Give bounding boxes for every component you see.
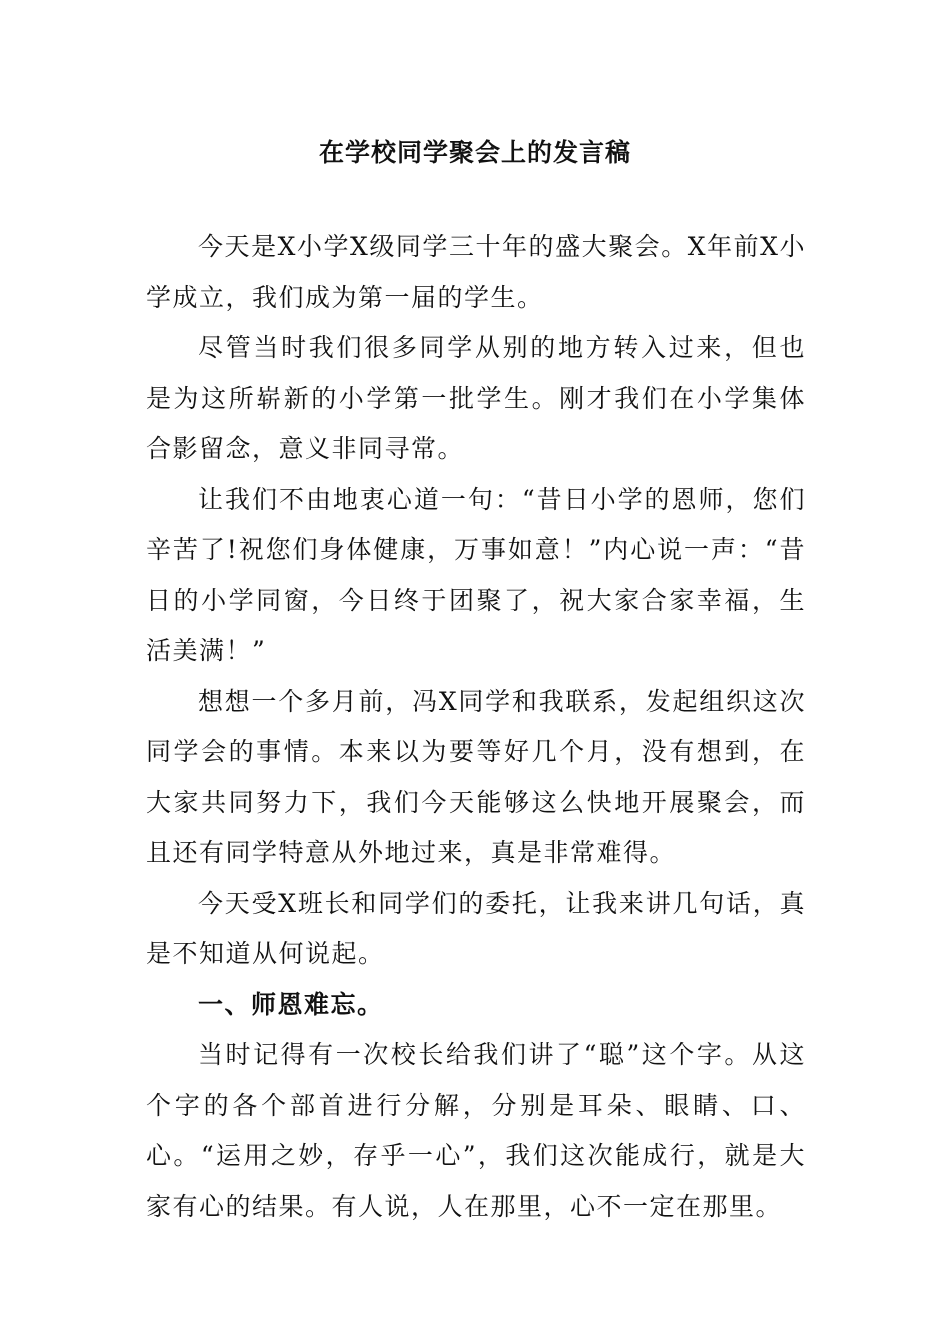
section-heading: 一、师恩难忘。	[198, 989, 384, 1019]
paragraph-2: 尽管当时我们很多同学从别的地方转入过来，但也是为这所崭新的小学第一批学生。刚才我们在小学集体合影留念，意义非同寻常。	[146, 333, 806, 463]
paragraph-5: 今天受X班长和同学们的委托，让我来讲几句话，真是不知道从何说起。	[146, 888, 806, 968]
document-title: 在学校同学聚会上的发言稿	[318, 138, 631, 167]
paragraph-1: 今天是X小学X级同学三十年的盛大聚会。X年前X小学成立，我们成为第一届的学生。	[146, 232, 806, 312]
paragraph-3: 让我们不由地衷心道一句：“昔日小学的恩师，您们辛苦了!祝您们身体健康，万事如意！”内心说一声：“昔日的小学同窗，今日终于团聚了，祝大家合家幸福，生活美满！”	[146, 484, 806, 665]
document-body	[146, 222, 806, 1232]
paragraph-4: 想想一个多月前，冯X同学和我联系，发起组织这次同学会的事情。本来以为要等好几个月，没有想到，在大家共同努力下，我们今天能够这么快地开展聚会，而且还有同学特意从外地过来，真是非常难得。	[146, 686, 806, 867]
section-paragraph: 当时记得有一次校长给我们讲了“聪”这个字。从这个字的各个部首进行分解，分别是耳朵、眼睛、口、心。“运用之妙，存乎一心”，我们这次能成行，就是大家有心的结果。有人说，人在那里，心不一定在那里。	[146, 1040, 806, 1221]
